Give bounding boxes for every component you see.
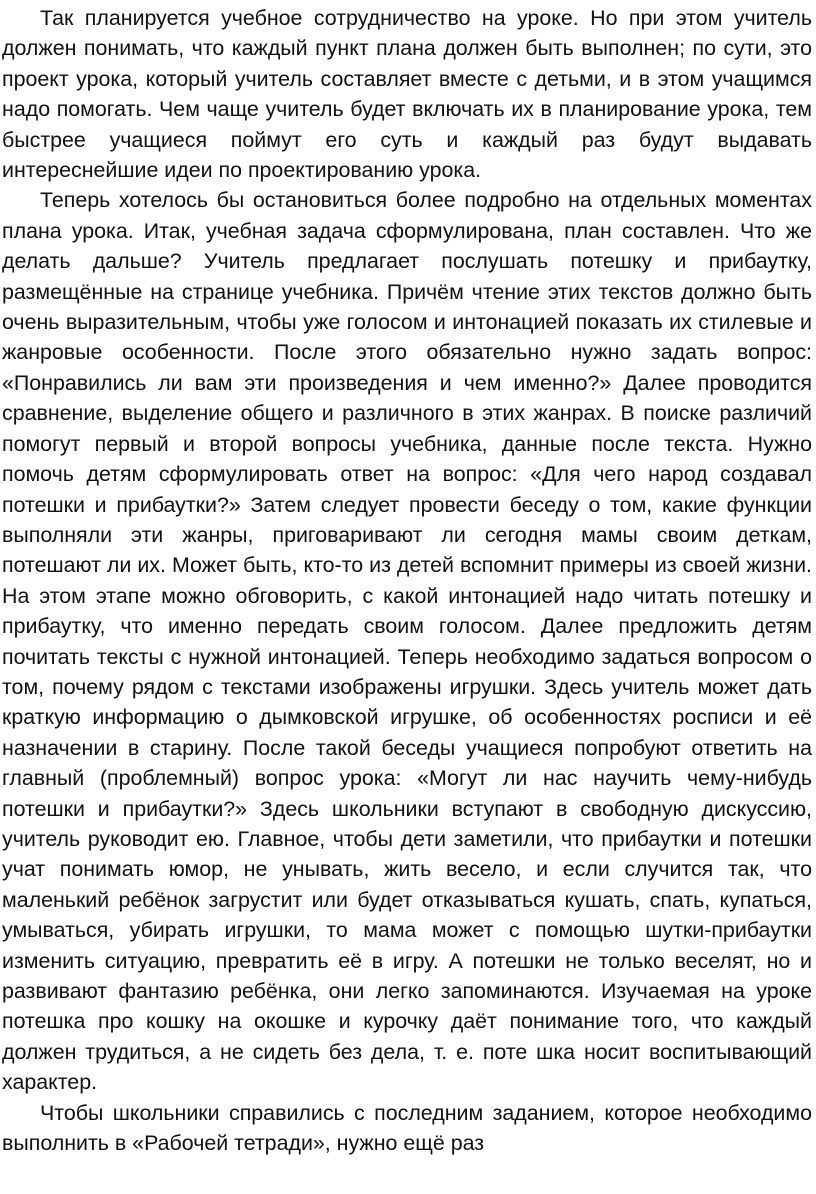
paragraph-workbook-task: Чтобы школьники справились с последним заданием, которое необходимо выполнить в «Рабочей тетради», нужно ещё раз bbox=[2, 1100, 812, 1156]
paragraph-lesson-plan-details: Теперь хотелось бы остановиться более подробно на отдельных моментах плана урока. Итак, учебная задача сформулирована, план составлен. Что же делать дальше? Учитель предлагает послушать потешку и прибаутку, размещённые на странице учебника. Причём чтение этих текстов должно быть очень выразительным, чтобы уже голосом и интонацией показать их стилевые и жанровые особенности. После этого обязательно нужно задать вопрос: «Понравились ли вам эти произведения и чем именно?» Далее проводится сравнение, выделение общего и различного в этих жанрах. В поиске различий помогут первый и второй вопросы учебника, данные после текста. Нужно помочь детям сформулировать ответ на вопрос: «Для чего народ создавал потешки и прибаутки?» Затем следует провести беседу о том, какие функции выполняли эти жанры, приговаривают ли сегодня мамы своим деткам, потешают ли их. Может быть, кто-то из детей вспомнит примеры из своей жизни. На этом этапе можно обговорить, с какой интонацией надо читать потешку и прибаутку, что именно передать своим голосом. Далее предложить детям почитать тексты с нужной интонацией. Теперь необходимо задаться вопросом о том, почему рядом с текстами изображены игрушки. Здесь учитель может дать краткую информацию о дымковской игрушке, об особенностях росписи и её назначении в старину. После такой беседы учащиеся попробуют ответить на главный (проблемный) вопрос урока: «Могут ли нас научить чему-нибудь потешки и прибаутки?» Здесь школьники вступают в свободную дискуссию, учитель руководит ею. Главное, чтобы дети заметили, что прибаутки и потешки учат понимать юмор, не унывать, жить весело, и если случится так, что маленький ребёнок загрустит или будет отказываться кушать, спать, купаться, умываться, убирать игрушки, то мама может с помощью шутки-прибаутки изменить ситуацию, превратить её в игру. А потешки не только веселят, но и развивают фантазию ребёнка, они легко запоминаются. Изучаемая на уроке потешка про кошку на окошке и курочку даёт понимание того, что каждый должен трудиться, а не сидеть без дела, т. е. поте шка носит воспитывающий характер. bbox=[2, 188, 812, 1095]
paragraph-planning-cooperation: Так планируется учебное сотрудничество на уроке. Но при этом учитель должен понимать, что каждый пункт плана должен быть выполнен; по сути, это проект урока, который учитель составляет вместе с детьми, и в этом учащимся надо помогать. Чем чаще учитель будет включать их в планирование урока, тем быстрее учащиеся поймут его суть и каждый раз будут выдавать интереснейшие идеи по проектированию урока. bbox=[2, 6, 812, 183]
